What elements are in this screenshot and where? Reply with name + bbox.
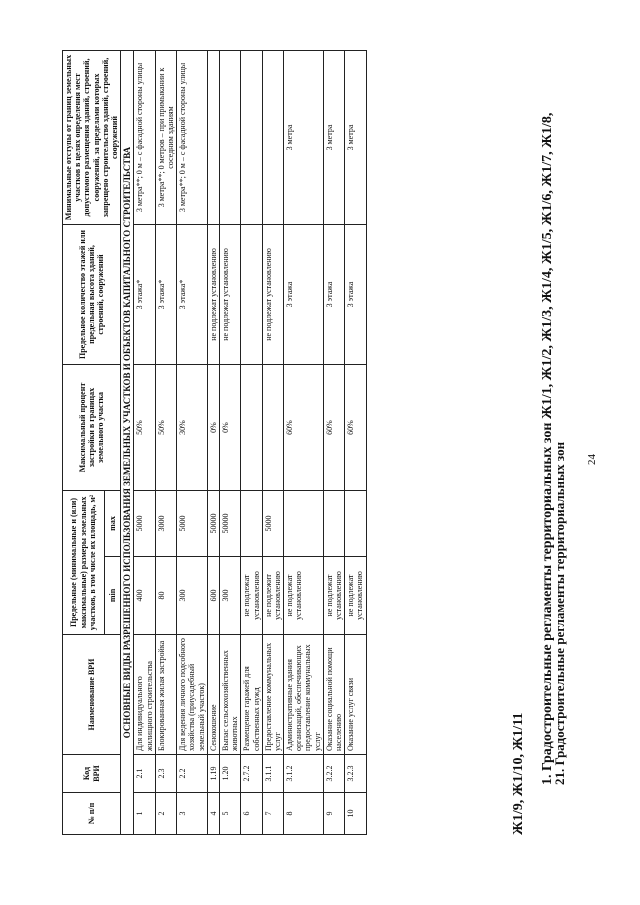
row-min: 80	[155, 557, 176, 635]
row-setback: 3 метра	[284, 51, 324, 225]
row-name: Оказание социальной помощи населению	[323, 635, 344, 755]
row-name: Оказание услуг связи	[345, 635, 366, 755]
row-max: 50000	[207, 491, 219, 557]
table-row	[241, 51, 262, 835]
row-code: 2.1	[134, 755, 155, 793]
section-title: 21. Градостроительные регламенты территориальных зон	[552, 441, 567, 785]
row-floors: не подлежат установлению	[262, 225, 283, 365]
header-name: Наименование ВРИ	[63, 635, 121, 755]
header-min: min	[104, 557, 121, 635]
row-max	[345, 491, 366, 557]
row-min: не подлежат установлению	[284, 557, 324, 635]
header-percent: Максимальный процент застройки в границах земельного участка	[63, 365, 121, 491]
row-percent: 0%	[219, 365, 240, 491]
regulations-table	[62, 50, 367, 835]
row-min: не подлежат установлению	[323, 557, 344, 635]
row-number: 7	[262, 793, 283, 835]
row-name: Сенокошение	[207, 635, 219, 755]
row-max: 3000	[155, 491, 176, 557]
row-name: Для ведения личного подсобного хозяйства (приусадебный земельный участок)	[177, 635, 208, 755]
row-percent	[241, 365, 262, 491]
row-max: 5000	[262, 491, 283, 557]
row-setback: 3 метра**; 0 метров – при примыкании к соседним зданиям	[155, 51, 176, 225]
row-number: 2	[155, 793, 176, 835]
table-row	[177, 51, 208, 835]
row-max	[284, 491, 324, 557]
row-number: 5	[219, 793, 240, 835]
row-percent: 0%	[207, 365, 219, 491]
subsection-title-cont: Ж1/9, Ж1/10, Ж1/11	[511, 712, 526, 835]
row-name: Блокированная жилая застройка	[155, 635, 176, 755]
header-num: № п/п	[63, 793, 121, 835]
row-number: 1	[134, 793, 155, 835]
row-setback	[262, 51, 283, 225]
row-number: 4	[207, 793, 219, 835]
row-percent	[262, 365, 283, 491]
row-name: Размещение гаражей для собственных нужд	[241, 635, 262, 755]
row-name: Предоставление коммунальных услуг	[262, 635, 283, 755]
table-row	[134, 51, 155, 835]
row-percent: 60%	[284, 365, 324, 491]
row-max: 5000	[134, 491, 155, 557]
row-min: не подлежат установлению	[345, 557, 366, 635]
table-row	[207, 51, 219, 835]
row-setback: 3 метра	[323, 51, 344, 225]
header-floors: Предельное количество этажей или предельная высота зданий, строений, сооружений	[63, 225, 121, 365]
row-code: 2.3	[155, 755, 176, 793]
header-max: max	[104, 491, 121, 557]
subsection-title: 1. Градостроительные регламенты территориальных зон Ж1/1, Ж1/2, Ж1/3, Ж1/4, Ж1/5, Ж1/6, Ж1/7, Ж1/8,	[540, 112, 555, 785]
row-name: Выпас сельскохозяйственных животных	[219, 635, 240, 755]
row-floors	[241, 225, 262, 365]
row-max: 5000	[177, 491, 208, 557]
row-floors: 3 этажа	[345, 225, 366, 365]
row-setback: 3 метра**; 0 м – с фасадной стороны улицы	[134, 51, 155, 225]
row-min: 300	[177, 557, 208, 635]
row-min: 400	[134, 557, 155, 635]
row-floors: 3 этажа*	[155, 225, 176, 365]
row-percent: 60%	[323, 365, 344, 491]
row-min: не подлежит установлению	[262, 557, 283, 635]
row-max: 50000	[219, 491, 240, 557]
table-row	[219, 51, 240, 835]
row-number: 6	[241, 793, 262, 835]
row-min: 600	[207, 557, 219, 635]
page-number: 24	[586, 454, 598, 465]
row-code: 3.1.1	[262, 755, 283, 793]
row-floors: не подлежат установлению	[219, 225, 240, 365]
row-floors: 3 этажа*	[134, 225, 155, 365]
row-floors: 3 этажа	[323, 225, 344, 365]
row-max	[323, 491, 344, 557]
row-floors: не подлежат установлению	[207, 225, 219, 365]
row-max	[241, 491, 262, 557]
row-code: 3.1.2	[284, 755, 324, 793]
row-code: 2.7.2	[241, 755, 262, 793]
table-row	[323, 51, 344, 835]
section-row: ОСНОВНЫЕ ВИДЫ РАЗРЕШЕННОГО ИСПОЛЬЗОВАНИЯ ЗЕМЕЛЬНЫХ УЧАСТКОВ И ОБЪЕКТОВ КАПИТАЛЬНОГО СТРОИТЕЛЬСТВА	[121, 51, 134, 835]
row-code: 1.20	[219, 755, 240, 793]
row-min: не подлежат установлению	[241, 557, 262, 635]
table-row	[155, 51, 176, 835]
row-min: 300	[219, 557, 240, 635]
row-name: Административные здания организаций, обеспечивающих предоставление коммунальных услуг	[284, 635, 324, 755]
row-setback: 3 метра	[345, 51, 366, 225]
header-area: Предельные (минимальные и (или) максимальные) размеры земельных участков, в том числе их площадь, м²	[63, 491, 105, 635]
row-name: Для индивидуального жилищного строительства	[134, 635, 155, 755]
row-number: 10	[345, 793, 366, 835]
row-setback	[207, 51, 219, 225]
row-number: 3	[177, 793, 208, 835]
row-percent: 30%	[177, 365, 208, 491]
table-row	[345, 51, 366, 835]
header-code: Код ВРИ	[63, 755, 121, 793]
header-setbacks: Минимальные отступы от границ земельных участков в целях определения мест допустимого размещения зданий, строений, сооружений, за пределами которых запрещено строительство зданий, строений, сооружений	[63, 51, 121, 225]
row-setback	[241, 51, 262, 225]
row-percent: 50%	[155, 365, 176, 491]
row-code: 1.19	[207, 755, 219, 793]
row-code: 2.2	[177, 755, 208, 793]
row-setback: 3 метра**; 0 м – с фасадной стороны улицы	[177, 51, 208, 225]
table-row	[262, 51, 283, 835]
row-code: 3.2.3	[345, 755, 366, 793]
row-code: 3.2.2	[323, 755, 344, 793]
row-number: 9	[323, 793, 344, 835]
row-percent: 50%	[134, 365, 155, 491]
table-row	[284, 51, 324, 835]
row-setback	[219, 51, 240, 225]
row-floors: 3 этажа	[284, 225, 324, 365]
row-floors: 3 этажа*	[177, 225, 208, 365]
row-percent: 60%	[345, 365, 366, 491]
row-number: 8	[284, 793, 324, 835]
